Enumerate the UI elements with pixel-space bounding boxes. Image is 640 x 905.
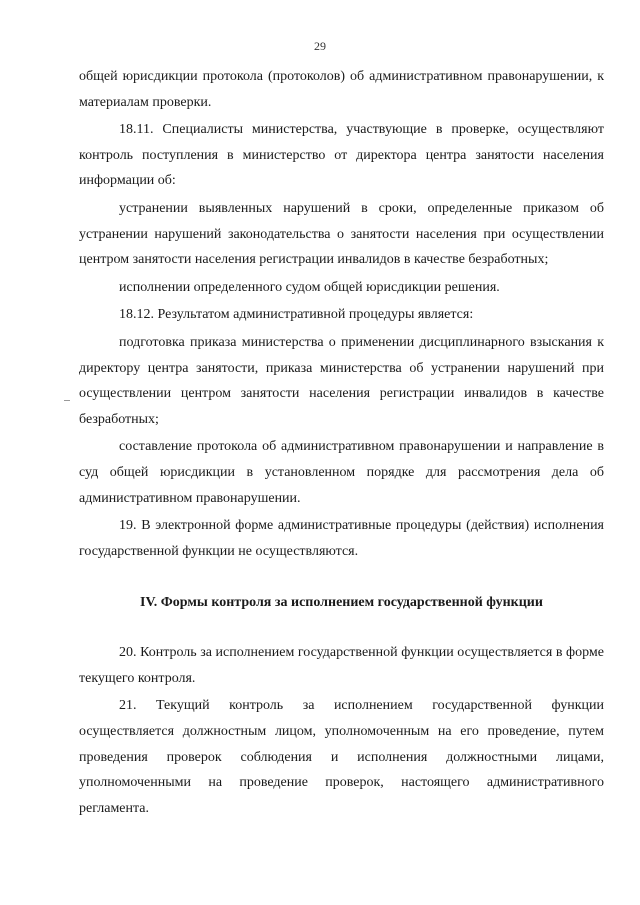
margin-mark bbox=[64, 400, 70, 401]
paragraph-protocol: составление протокола об административном правонарушении и направление в суд общей юрисдикции в установленном порядке для рассмотрения дела об административном правонарушении. bbox=[79, 439, 604, 506]
page-number: 29 bbox=[314, 39, 326, 53]
paragraph-19: 19. В электронной форме административные процедуры (действия) исполнения государственной функции не осуществляются. bbox=[79, 518, 604, 559]
paragraph-elimination: устранении выявленных нарушений в сроки, определенные приказом об устранении нарушений законодательства о занятости населения при осуществлении центром занятости населения регистрации инвалидов в качестве безработных; bbox=[79, 200, 604, 268]
section-heading: IV. Формы контроля за исполнением государственной функции bbox=[140, 595, 543, 611]
document-body bbox=[79, 64, 604, 821]
paragraph-18-11: 18.11. Специалисты министерства, участвующие в проверке, осуществляют контроль поступления в министерство от директора центра занятости населения информации об: bbox=[79, 122, 604, 189]
paragraph-order-preparation: подготовка приказа министерства о применении дисциплинарного взыскания к директору центра занятости, приказа министерства об устранении нарушений при осуществлении центром занятости населения регистрации инвалидов в качестве безработных; bbox=[79, 334, 604, 427]
paragraph-continuation: общей юрисдикции протокола (протоколов) об административном правонарушении, к материалам проверки. bbox=[79, 69, 604, 110]
paragraph-21: 21. Текущий контроль за исполнением государственной функции осуществляется должностным лицом, уполномоченным на его проведение, путем проведения проверок соблюдения и исполнения должностными лицами, уполномоченными на проведение проверок, настоящего административного регламента. bbox=[79, 698, 604, 816]
paragraph-18-12: 18.12. Результатом административной процедуры является: bbox=[119, 307, 474, 323]
paragraph-court-decision: исполнении определенного судом общей юрисдикции решения. bbox=[119, 279, 500, 295]
paragraph-20: 20. Контроль за исполнением государственной функции осуществляется в форме текущего контроля. bbox=[79, 645, 604, 686]
